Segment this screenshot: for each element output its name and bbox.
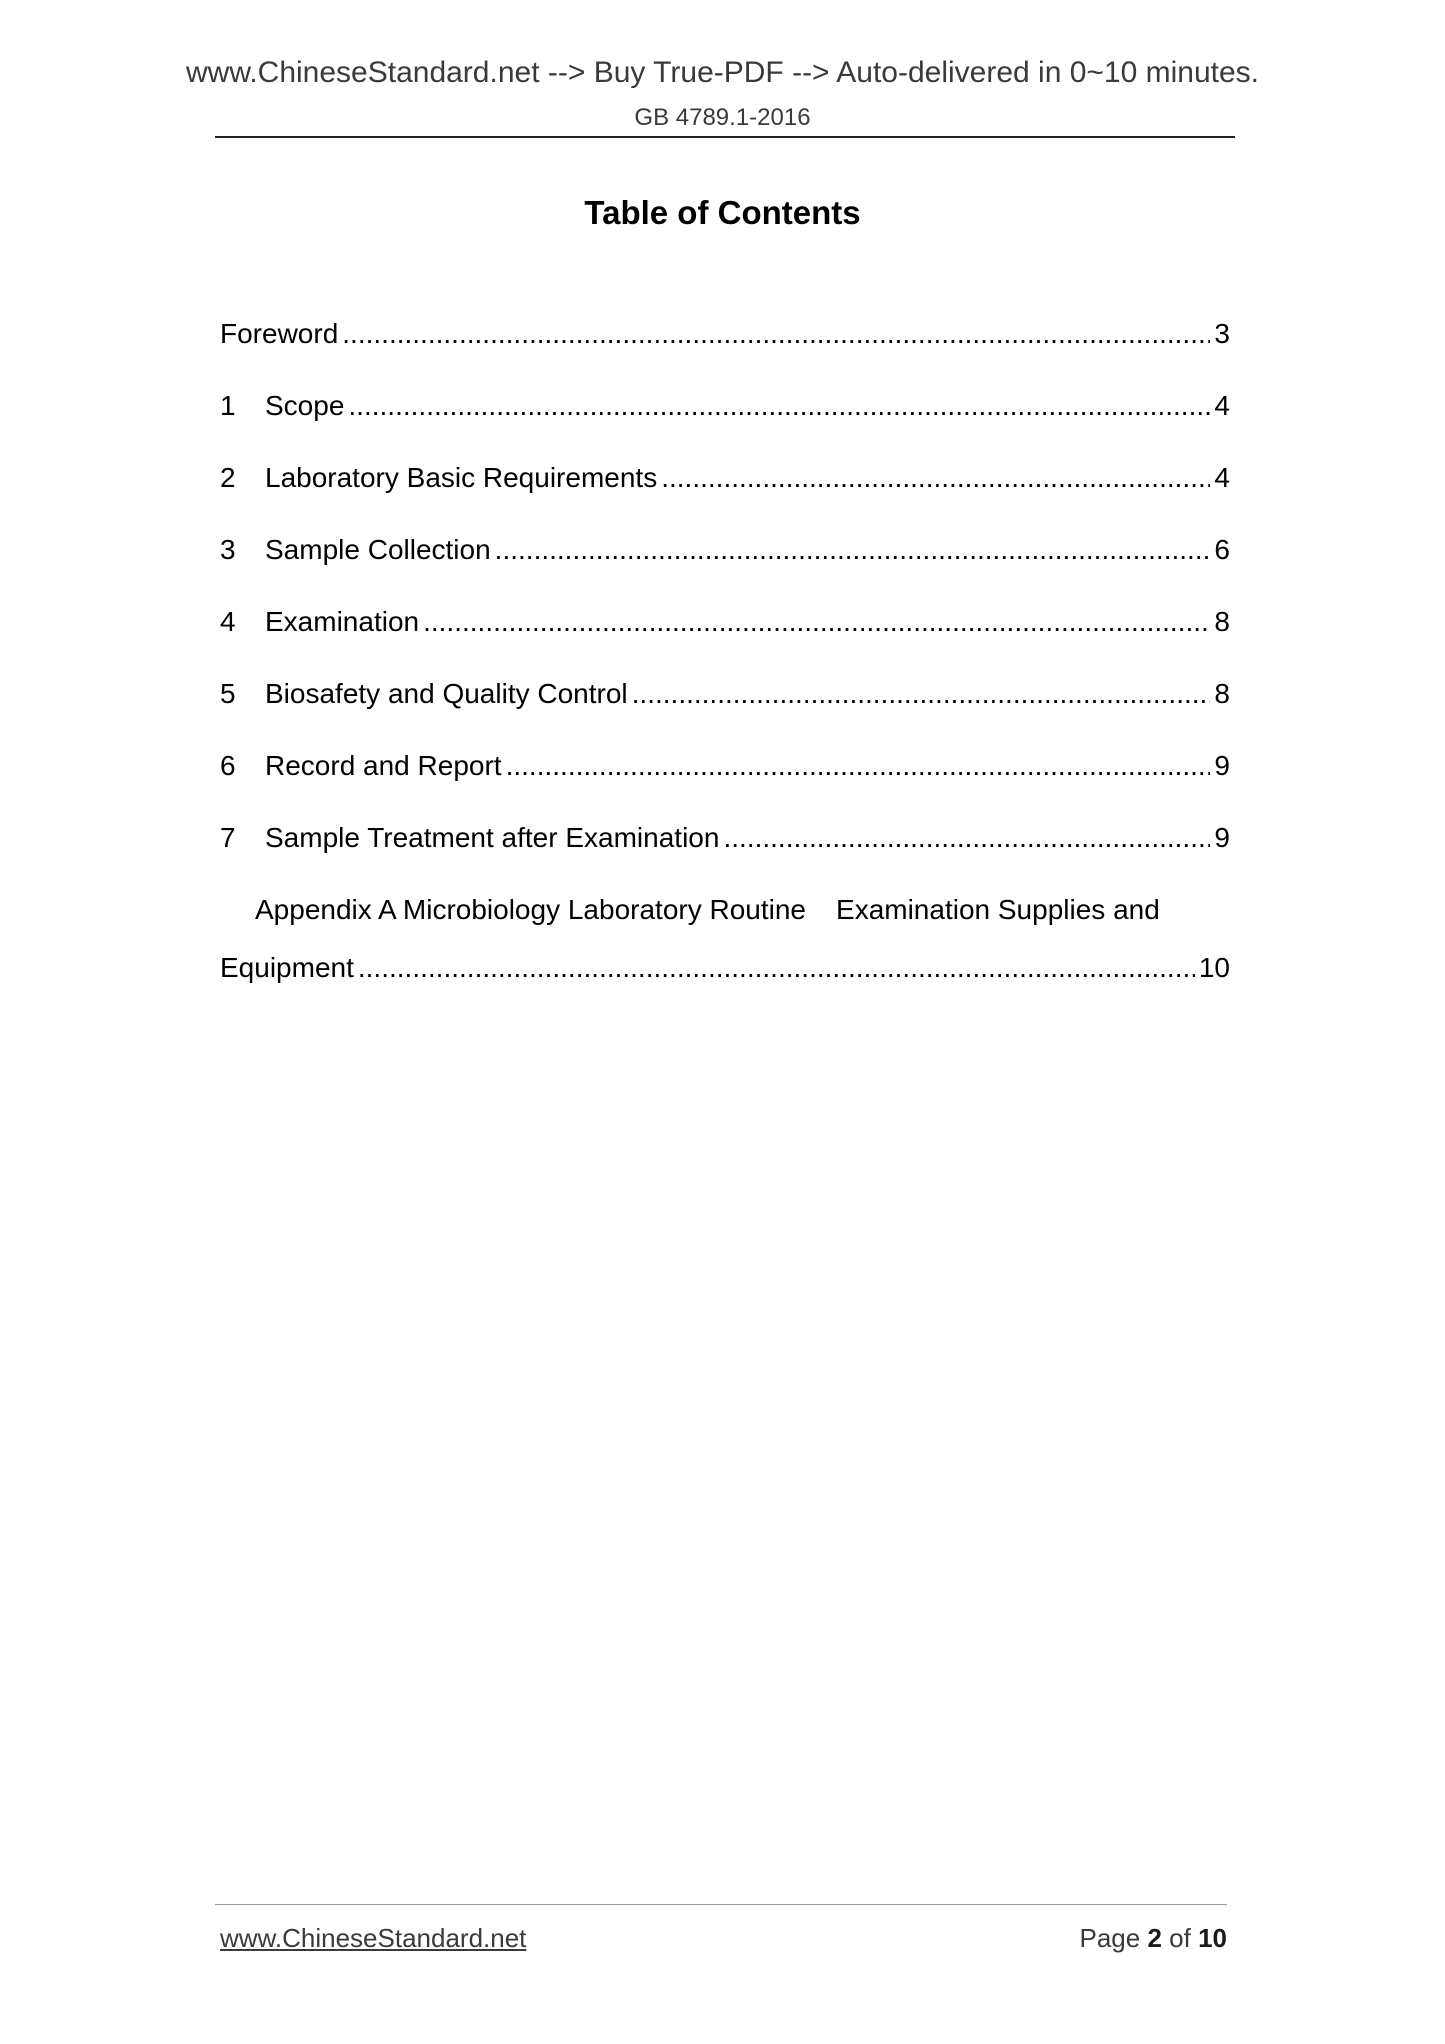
toc-entry-label: Biosafety and Quality Control bbox=[265, 678, 628, 709]
toc-appendix-title-part1: Appendix A Microbiology Laboratory Routine bbox=[255, 894, 807, 925]
toc-entry-record-and-report[interactable] bbox=[220, 752, 1230, 780]
toc-leader bbox=[348, 392, 1210, 420]
toc-entry-page: 10 bbox=[1198, 952, 1230, 983]
page-indicator bbox=[1079, 1925, 1227, 1951]
toc-title: Table of Contents bbox=[584, 194, 861, 231]
toc-entry-page: 8 bbox=[1214, 606, 1230, 637]
toc-entry-number: 7 bbox=[220, 822, 236, 853]
toc-leader bbox=[506, 752, 1211, 780]
toc-entry-biosafety-and-quality-control[interactable] bbox=[220, 680, 1230, 708]
toc-entry-page: 9 bbox=[1214, 750, 1230, 781]
toc-entry-label: Record and Report bbox=[265, 750, 502, 781]
footer-website-link[interactable]: www.ChineseStandard.net bbox=[220, 1923, 527, 1953]
toc-entry-number: 2 bbox=[220, 462, 236, 493]
toc-entry-page: 4 bbox=[1214, 462, 1230, 493]
toc-entry-page: 6 bbox=[1214, 534, 1230, 565]
toc-entry-number: 5 bbox=[220, 678, 236, 709]
toc-entry-number: 6 bbox=[220, 750, 236, 781]
toc-leader bbox=[723, 824, 1210, 852]
toc-entry-number: 4 bbox=[220, 606, 236, 637]
toc-entry-label: Examination bbox=[265, 606, 420, 637]
toc-entry-foreword[interactable] bbox=[220, 320, 1230, 348]
toc-entry-page: 8 bbox=[1214, 678, 1230, 709]
toc-entry-appendix-a-line1[interactable] bbox=[255, 896, 1160, 924]
toc-leader bbox=[495, 536, 1211, 564]
toc-entry-sample-treatment-after-examination[interactable] bbox=[220, 824, 1230, 852]
toc-entry-laboratory-basic-requirements[interactable] bbox=[220, 464, 1230, 492]
toc-leader bbox=[342, 320, 1210, 348]
header-banner: www.ChineseStandard.net --> Buy True-PDF --> Auto-delivered in 0~10 minutes. bbox=[185, 56, 1260, 89]
toc-appendix-title-part2: Examination Supplies and bbox=[836, 894, 1160, 925]
toc-entry-scope[interactable] bbox=[220, 392, 1230, 420]
toc-entry-number: 1 bbox=[220, 390, 236, 421]
toc-leader bbox=[632, 680, 1211, 708]
header-divider bbox=[215, 136, 1235, 138]
toc-leader bbox=[661, 464, 1210, 492]
toc-leader bbox=[423, 608, 1210, 636]
toc-entry-label: Sample Collection bbox=[265, 534, 491, 565]
page-separator: of bbox=[1169, 1923, 1191, 1953]
toc-entry-label: Foreword bbox=[220, 318, 339, 349]
page-current: 2 bbox=[1147, 1923, 1162, 1953]
toc-entry-examination[interactable] bbox=[220, 608, 1230, 636]
toc-entry-page: 9 bbox=[1214, 822, 1230, 853]
toc-entry-label: Sample Treatment after Examination bbox=[265, 822, 720, 853]
toc-entry-label: Laboratory Basic Requirements bbox=[265, 462, 658, 493]
toc-entry-appendix-a-line2[interactable] bbox=[220, 954, 1230, 982]
toc-entry-page: 4 bbox=[1214, 390, 1230, 421]
page-total: 10 bbox=[1198, 1923, 1227, 1953]
toc-entry-sample-collection[interactable] bbox=[220, 536, 1230, 564]
toc-entry-label: Equipment bbox=[220, 952, 354, 983]
toc-entry-number: 3 bbox=[220, 534, 236, 565]
toc-entry-page: 3 bbox=[1214, 318, 1230, 349]
toc-entry-label: Scope bbox=[265, 390, 345, 421]
page-prefix: Page bbox=[1079, 1923, 1141, 1953]
toc-leader bbox=[358, 954, 1195, 982]
footer-divider bbox=[215, 1904, 1227, 1905]
document-code: GB 4789.1-2016 bbox=[634, 104, 811, 131]
